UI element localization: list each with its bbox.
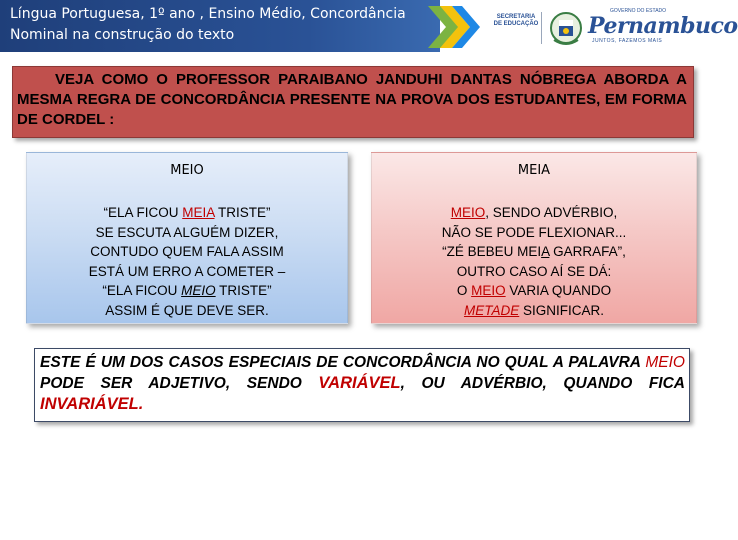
meia-card-verse — [372, 203, 696, 320]
highlight-word: VARIÁVEL — [318, 374, 401, 392]
verse-line — [372, 281, 696, 301]
highlight-word: MEIO — [181, 283, 216, 298]
verse-line — [372, 203, 696, 223]
conclusion-text: PODE SER ADJETIVO, SENDO — [40, 375, 319, 392]
highlight-letter: A — [541, 244, 550, 259]
highlight-word: MEIA — [182, 205, 215, 220]
verse-text: TRISTE” — [214, 205, 271, 220]
slide-title — [10, 4, 440, 46]
verse-text: O — [456, 283, 472, 298]
verse-text: “ZÉ BEBEU MEI — [442, 244, 542, 259]
logo-divider — [541, 12, 542, 44]
verse-line: CONTUDO QUEM FALA ASSIM — [90, 244, 284, 259]
meia-card-title: MEIA — [517, 163, 551, 178]
verse-text: “ELA FICOU — [102, 283, 182, 298]
verse-line: ESTÁ UM ERRO A COMETER – — [88, 263, 286, 279]
verse-text: VARIA QUANDO — [505, 283, 612, 298]
verse-text: GARRAFA”, — [549, 244, 626, 259]
title-line-2: Nominal na construção do texto — [10, 27, 235, 43]
meio-card — [26, 152, 348, 324]
state-seal-icon — [548, 10, 584, 48]
verse-text: “ELA FICOU — [103, 205, 183, 220]
conclusion-box — [34, 348, 690, 422]
brand-slogan: JUNTOS, FAZEMOS MAIS — [592, 38, 663, 44]
verse-text: TRISTE” — [215, 283, 272, 298]
intro-box: VEJA COMO O PROFESSOR PARAIBANO JANDUHI DANTAS NÓBREGA ABORDA A MESMA REGRA DE CONCORDÂNCIA PRESENTE NA PROVA DOS ESTUDANTES, EM FORMA DE CORDEL : — [12, 66, 694, 138]
conclusion-text: ESTE É UM DOS CASOS ESPECIAIS DE CONCORDÂNCIA NO QUAL A PALAVRA — [40, 354, 646, 371]
verse-line: OUTRO CASO AÍ SE DÁ: — [456, 263, 612, 279]
highlight-word: INVARIÁVEL. — [40, 395, 144, 413]
highlight-word: MEIO — [471, 283, 506, 298]
verse-text: SIGNIFICAR. — [519, 302, 605, 318]
verse-line — [372, 301, 696, 321]
secretaria-label: SECRETARIA DE EDUCAÇÃO — [493, 14, 539, 27]
verse-text: , SENDO ADVÉRBIO, — [485, 205, 618, 220]
meio-card-verse — [27, 203, 347, 320]
header — [0, 0, 738, 56]
conclusion-text: , OU ADVÉRBIO, QUANDO FICA — [400, 375, 685, 392]
verse-line: NÃO SE PODE FLEXIONAR... — [441, 224, 627, 240]
highlight-word: MEIO — [450, 205, 486, 220]
verse-line — [27, 203, 347, 223]
brand-logo: Pernambuco — [588, 13, 738, 39]
verse-line — [27, 281, 347, 301]
highlight-word: METADE — [463, 302, 520, 318]
brand-top-label: GOVERNO DO ESTADO — [610, 8, 667, 14]
verse-line — [372, 242, 696, 262]
highlight-word: MEIO — [645, 354, 685, 371]
verse-line: ASSIM É QUE DEVE SER. — [105, 302, 269, 318]
verse-line: SE ESCUTA ALGUÉM DIZER, — [95, 224, 279, 240]
title-line-1: Língua Portuguesa, 1º ano , Ensino Médio, Concordância — [10, 6, 406, 22]
chevron-arrows-icon — [426, 2, 482, 52]
meio-card-title: MEIO — [170, 163, 204, 178]
meia-card — [371, 152, 697, 324]
